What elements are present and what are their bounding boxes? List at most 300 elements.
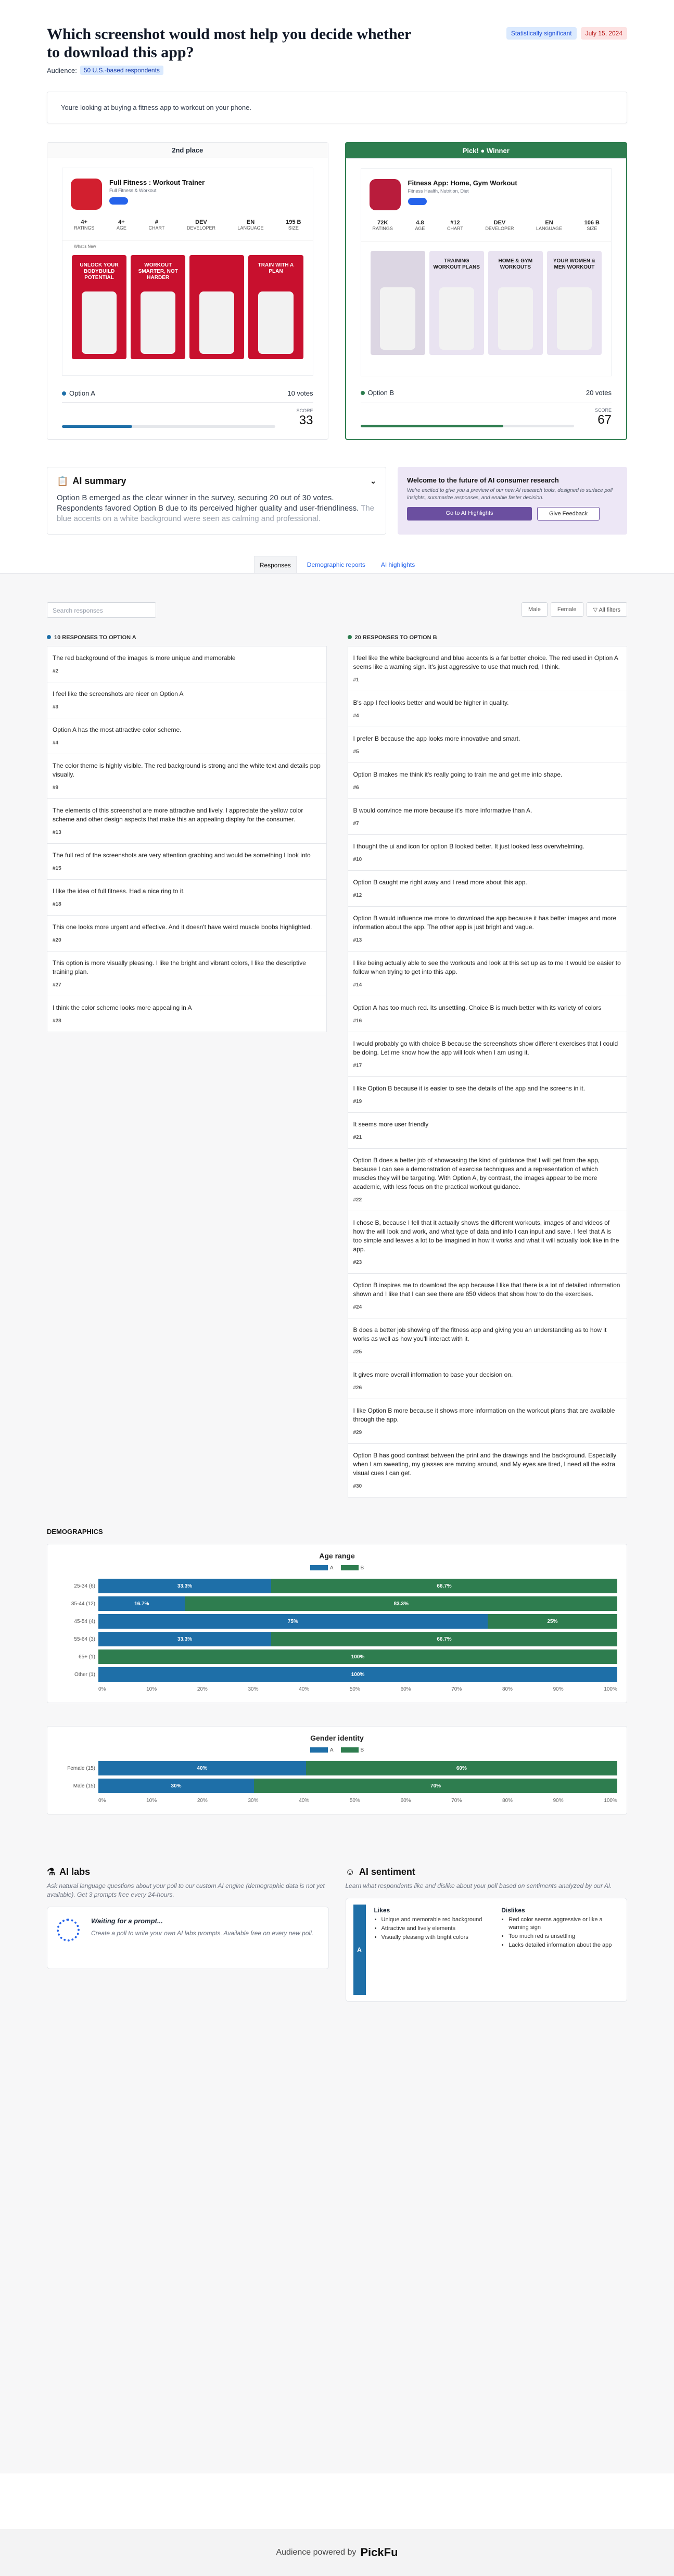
tab-ai-highlights[interactable]: AI highlights: [380, 561, 415, 568]
phone-mockup: [557, 287, 592, 350]
get-button: [109, 197, 128, 205]
sentiment-card: [346, 1898, 628, 2002]
option-dot: [348, 635, 352, 639]
screenshot-thumbnail: [547, 251, 602, 355]
chart-legend: [57, 1565, 617, 1571]
x-axis-ticks: [98, 1686, 617, 1695]
x-axis-ticks: [98, 1798, 617, 1807]
response-text: I like Option B because it is easier to see the details of the app and the screens in it.: [353, 1085, 586, 1092]
page-title: Which screenshot would most help you decide whether to download this app?: [47, 26, 411, 61]
responses-header: 10 RESPONSES TO OPTION A: [47, 635, 327, 641]
all-filters-button[interactable]: [587, 602, 627, 617]
chevron-down-icon[interactable]: ⌄: [370, 477, 376, 485]
score-row: [62, 408, 313, 428]
app-stat-value: EN: [545, 220, 553, 226]
score-bar: [361, 425, 574, 427]
response-card: [47, 799, 327, 844]
bar-segment-a: 33.3%: [98, 1632, 271, 1646]
male-filter[interactable]: Male: [522, 602, 548, 617]
give-feedback-button[interactable]: Give Feedback: [537, 507, 600, 521]
response-text: I thought the ui and icon for option B looked better. It just looked less overwhelming.: [353, 843, 584, 850]
chart-title: Age range: [319, 1552, 355, 1560]
welcome-text: We're excited to give you a preview of our new AI research tools, designed to surface poll insights, summarize responses, and enable faster decision.: [407, 488, 613, 501]
response-text: I like being actually able to see the workouts and look at this set up as to me it would be easier to follow when trying to get into this app.: [353, 959, 621, 975]
app-info: [62, 179, 313, 210]
poll-prompt: Youre looking at buying a fitness app to workout on your phone.: [47, 92, 627, 123]
response-card: [348, 691, 628, 727]
bar-segment-a: 30%: [98, 1779, 254, 1793]
phone-mockup: [258, 291, 293, 354]
app-stat-value: 72K: [377, 220, 388, 226]
response-card: [47, 718, 327, 754]
tick-label: 40%: [299, 1798, 310, 1804]
votes: 10 votes: [287, 389, 313, 397]
response-text: I like the idea of full fitness. Had a nice ring to it.: [53, 887, 185, 895]
clipboard-icon: 📋: [57, 476, 69, 486]
response-text: This option is more visually pleasing. I like the bright and vibrant colors, I like the descriptive training plan.: [53, 959, 306, 975]
bar-row: [57, 1577, 617, 1595]
app-stat: EN LANGUAGE: [536, 220, 563, 231]
ai-sentiment-title: AI sentiment: [359, 1867, 415, 1877]
response-card: [348, 1032, 628, 1077]
response-text: B's app I feel looks better and would be higher in quality.: [353, 699, 509, 706]
respondent-number[interactable]: #4: [53, 740, 59, 746]
tick-label: 90%: [553, 1798, 564, 1804]
app-icon: [370, 179, 401, 210]
bar-label: 35-44 (12): [71, 1601, 95, 1607]
bar-row: [57, 1630, 617, 1648]
tab-responses[interactable]: Responses: [254, 556, 297, 573]
response-text: The color theme is highly visible. The red background is strong and the white text and details pop visually.: [53, 762, 321, 778]
app-stat: 4.8 AGE: [415, 220, 425, 231]
dislikes-title: Dislikes: [501, 1907, 525, 1914]
thumbnail-caption: WORKOUT SMARTER, NOT HARDER: [138, 262, 178, 281]
chart-title: Gender identity: [310, 1734, 364, 1742]
response-card: [348, 1318, 628, 1363]
bar-track: [98, 1667, 617, 1682]
bar-segment-b: 70%: [254, 1779, 617, 1793]
response-card: [348, 835, 628, 871]
ai-summary-fade: The blue accents on a white background were seen as calming and professional.: [57, 504, 375, 523]
app-stat-value: 195 B: [286, 219, 301, 225]
bar-track: [98, 1761, 617, 1775]
search-input[interactable]: Search responses: [47, 602, 156, 618]
audience-label: Audience:: [47, 66, 77, 74]
response-card: [348, 1399, 628, 1444]
bar-segment-b: 25%: [488, 1614, 617, 1629]
respondent-number[interactable]: #6: [353, 785, 359, 791]
app-stat-value: #: [155, 219, 158, 225]
response-text: I prefer B because the app looks more innovative and smart.: [353, 735, 520, 742]
respondent-number[interactable]: #29: [353, 1430, 362, 1436]
app-info: [361, 179, 612, 210]
bar-label: 45-54 (4): [74, 1618, 95, 1625]
option-label-row: [361, 389, 612, 402]
response-text: I feel like the white background and blue accents is a far better choice. The red used in Option A seems like a warning sign. It's just aggressive to use that much red, I think.: [353, 654, 618, 670]
score-row: [361, 408, 612, 427]
respondent-number[interactable]: #3: [53, 704, 59, 710]
responses-header: 20 RESPONSES TO OPTION B: [348, 635, 628, 641]
respondent-number[interactable]: #23: [353, 1260, 362, 1265]
thumbnail-caption: HOME & GYM WORKOUTS: [498, 258, 533, 270]
respondent-number[interactable]: #16: [353, 1018, 362, 1024]
bar-row: [57, 1648, 617, 1666]
response-text: I would probably go with choice B because the screenshots show different exercises that I could be doing. Let me know how the app will look when I am using it.: [353, 1040, 618, 1056]
phone-mockup: [498, 287, 533, 350]
get-button: [408, 198, 427, 205]
app-store-screenshot: [62, 168, 313, 376]
app-stat: 106 B SIZE: [584, 220, 600, 231]
option-dot: [47, 635, 51, 639]
thumbnail-caption: TRAINING WORKOUT PLANS: [433, 258, 480, 270]
welcome-title: Welcome to the future of AI consumer research: [407, 476, 559, 484]
screenshot-thumbnail: [488, 251, 543, 355]
tab-demographic-reports[interactable]: Demographic reports: [307, 561, 365, 568]
screenshot-thumbnail: [189, 255, 244, 359]
likes-item: • Attractive and lively elements: [381, 1925, 491, 1933]
legend-swatch: [310, 1565, 328, 1570]
tick-label: 30%: [248, 1798, 259, 1804]
thumbnail-caption: YOUR WOMEN & MEN WORKOUT: [553, 258, 595, 270]
app-stat-value: DEV: [493, 220, 506, 226]
significance-badge: Statistically significant: [506, 27, 577, 40]
response-text: I feel like the screenshots are nicer on Option A: [53, 690, 184, 697]
tick-label: 70%: [451, 1686, 462, 1692]
footer-text: Audience powered by: [276, 2548, 357, 2557]
response-card: [348, 646, 628, 691]
respondent-number[interactable]: #20: [53, 937, 61, 943]
response-card: [348, 907, 628, 951]
app-store-screenshot: [361, 168, 612, 376]
female-filter[interactable]: Female: [551, 602, 583, 617]
response-card: [47, 754, 327, 799]
bar-segment-b: 100%: [98, 1649, 617, 1664]
app-stat-value: #12: [450, 220, 460, 226]
ai-sentiment: [346, 1867, 628, 2002]
screenshot-thumbnail: [131, 255, 185, 359]
response-text: This one looks more urgent and effective. And it doesn't have weird muscle boobs highlighted.: [53, 923, 312, 931]
score-bar: [62, 425, 275, 428]
tick-label: 20%: [197, 1686, 208, 1692]
respondent-number[interactable]: #28: [53, 1018, 61, 1024]
respondent-number[interactable]: #19: [353, 1099, 362, 1105]
response-card: [348, 951, 628, 996]
response-card: [348, 1274, 628, 1318]
respondent-number[interactable]: #10: [353, 857, 362, 862]
thumbnail-caption: UNLOCK YOUR BODYBUILD POTENTIAL: [80, 262, 119, 281]
screenshot-thumbnails: [62, 252, 313, 359]
app-stat-value: 106 B: [584, 220, 600, 226]
respondent-number[interactable]: #13: [353, 937, 362, 943]
phone-mockup: [141, 291, 175, 354]
response-text: Option A has too much red. Its unsettling. Choice B is much better with its variety of colors: [353, 1004, 602, 1011]
respondent-number[interactable]: #2: [53, 668, 59, 674]
tick-label: 20%: [197, 1798, 208, 1804]
option-dot: [361, 391, 365, 395]
bar-segment-b: 66.7%: [271, 1632, 617, 1646]
bar-label: 65+ (1): [79, 1654, 95, 1660]
tick-label: 10%: [146, 1798, 157, 1804]
score-value: 33: [299, 413, 313, 427]
response-card: [47, 844, 327, 880]
respondent-number[interactable]: #1: [353, 677, 359, 683]
flask-icon: ⚗: [47, 1867, 56, 1877]
respondent-number[interactable]: #30: [353, 1483, 362, 1489]
respondent-number[interactable]: #18: [53, 902, 61, 907]
respondent-number[interactable]: #24: [353, 1304, 362, 1310]
tick-label: 40%: [299, 1686, 310, 1692]
response-card: [348, 1149, 628, 1211]
sentiment-option-letter: A: [353, 1905, 366, 1995]
pickfu-logo[interactable]: PickFu: [360, 2546, 398, 2559]
dislikes-item: • Lacks detailed information about the app: [508, 1941, 618, 1949]
respondent-number[interactable]: #9: [53, 785, 59, 791]
bar-row: [57, 1759, 617, 1777]
tick-label: 70%: [451, 1798, 462, 1804]
bar-row: [57, 1666, 617, 1683]
tick-label: 100%: [604, 1798, 617, 1804]
welcome-panel: [398, 467, 627, 535]
respondent-number[interactable]: #14: [353, 982, 362, 988]
respondent-number[interactable]: #5: [353, 749, 359, 755]
bar-row: [57, 1595, 617, 1613]
bar-label: 25-34 (6): [74, 1583, 95, 1589]
likes-item: • Unique and memorable red background: [381, 1916, 491, 1924]
app-stat: DEV DEVELOPER: [485, 220, 514, 231]
app-subtitle: Full Fitness & Workout: [109, 188, 157, 193]
demographics: [47, 1528, 627, 1814]
option-a-responses: [47, 635, 327, 1032]
smile-icon: ☺: [345, 1867, 355, 1877]
footer: [0, 2529, 674, 2576]
chart-area: [57, 1577, 617, 1683]
app-stat: 72K RATINGS: [372, 220, 393, 231]
tick-label: 0%: [98, 1798, 106, 1804]
go-to-ai-highlights-button[interactable]: Go to AI Highlights: [407, 507, 532, 521]
tick-label: 50%: [349, 1686, 360, 1692]
waiting-text: Create a poll to write your own AI labs prompts. Available free on every new poll.: [91, 1930, 314, 1937]
bar-track: [98, 1779, 617, 1793]
response-text: Option B caught me right away and I read more about this app.: [353, 879, 527, 886]
bar-segment-a: 33.3%: [98, 1579, 271, 1593]
option-b-responses: [348, 635, 628, 1498]
respondent-number[interactable]: #17: [353, 1063, 362, 1069]
respondent-number[interactable]: #21: [353, 1135, 362, 1140]
phone-mockup: [380, 287, 415, 350]
chart-legend: [57, 1747, 617, 1753]
app-stat: DEV DEVELOPER: [186, 219, 215, 231]
response-text: Option B does a better job of showcasing the kind of guidance that I will get from the app, because I can see a demonstration of exercise techniques and a representation of which muscles they will be targeting. With Option A, by contrast, the images appear to be more academic, with less focus on the practical workout guidance.: [353, 1157, 600, 1190]
app-stat-value: 4+: [118, 219, 125, 225]
bar-label: Male (15): [73, 1783, 95, 1789]
respondent-number[interactable]: #26: [353, 1385, 362, 1391]
dislikes-item: • Red color seems aggressive or like a warning sign: [508, 1916, 618, 1932]
bar-track: [98, 1579, 617, 1593]
tick-label: 60%: [400, 1798, 411, 1804]
whats-new: [361, 242, 612, 248]
option-footer: [62, 389, 313, 428]
audience: [47, 66, 411, 75]
score-value: 67: [597, 413, 612, 427]
response-card: [348, 1444, 628, 1498]
score-bar-fill: [361, 425, 504, 427]
ai-summary-text: Option B emerged as the clear winner in the survey, securing 20 out of 30 votes. Respondents favored Option B due to its perceived higher quality and user-friendliness.: [57, 493, 359, 513]
app-stat: #12 CHART: [447, 220, 463, 231]
header: [47, 0, 627, 75]
bar-segment-b: 60%: [306, 1761, 617, 1775]
tick-label: 30%: [248, 1686, 259, 1692]
ai-summary: [47, 467, 386, 535]
ai-labs: [47, 1867, 329, 2002]
response-card: [47, 916, 327, 951]
response-text: It seems more user friendly: [353, 1121, 429, 1128]
response-card: [47, 880, 327, 916]
response-card: [348, 1211, 628, 1274]
app-titles: [109, 179, 205, 210]
respondent-number[interactable]: #12: [353, 893, 362, 898]
response-text: The full red of the screenshots are very attention grabbing and would be something I look into: [53, 852, 311, 859]
tick-label: 50%: [349, 1798, 360, 1804]
option-footer: [361, 389, 612, 427]
respondent-number[interactable]: #22: [353, 1197, 362, 1203]
tick-label: 80%: [502, 1798, 513, 1804]
app-stat-value: 4.8: [416, 220, 424, 226]
tick-label: 10%: [146, 1686, 157, 1692]
response-text: I think the color scheme looks more appealing in A: [53, 1004, 192, 1011]
phone-mockup: [82, 291, 117, 354]
phone-mockup: [439, 287, 474, 350]
tick-label: 100%: [604, 1686, 617, 1692]
response-card: [348, 1113, 628, 1149]
response-text: I chose B, because I fell that it actually shows the different workouts, images of and videos of how the will look and work, and what type of data and info I can input and save. I feel that A is too simple and leaves a lot to be imagined in how it works and what it will actually look like in the app.: [353, 1219, 619, 1253]
response-text: Option A has the most attractive color scheme.: [53, 726, 182, 733]
demographics-heading: DEMOGRAPHICS: [47, 1528, 103, 1536]
score: SCORE 33: [296, 408, 313, 427]
option-label: Option B: [361, 389, 395, 397]
legend-swatch: [310, 1747, 328, 1753]
legend-item: A: [310, 1565, 334, 1571]
app-stat-value: 4+: [81, 219, 87, 225]
response-text: Option B inspires me to download the app because I like that there is a lot of detailed information shown and I like that I can see there are 850 videos that show how to do the exercises.: [353, 1281, 620, 1298]
response-text: I like Option B more because it shows more information on the workout plans that are available through the app.: [353, 1407, 615, 1423]
response-text: The elements of this screenshot are more attractive and lively. I appreciate the yellow color scheme and other design aspects that make this an appealing display for the consumer.: [53, 807, 303, 823]
bar-track: [98, 1649, 617, 1664]
respondent-number[interactable]: #25: [353, 1349, 362, 1355]
age-range-chart: [47, 1544, 627, 1703]
bar-track: [98, 1614, 617, 1629]
response-card: [348, 799, 628, 835]
response-card: [47, 682, 327, 718]
respondent-number[interactable]: #27: [53, 982, 61, 988]
phone-mockup: [199, 291, 234, 354]
date-badge: July 15, 2024: [581, 27, 627, 40]
bar-track: [98, 1596, 617, 1611]
spinner-icon: [57, 1919, 80, 1941]
response-card: [348, 1363, 628, 1399]
legend-item: B: [341, 1565, 364, 1571]
bar-segment-b: 66.7%: [271, 1579, 617, 1593]
dislikes-item: • Too much red is unsettling: [508, 1933, 618, 1940]
filters: [47, 602, 627, 618]
option-label: Option A: [62, 389, 95, 397]
option-dot: [62, 391, 66, 396]
option-header: 2nd place: [47, 143, 328, 158]
filter-icon: ▽: [593, 607, 599, 613]
app-stat: 4+ RATINGS: [74, 219, 95, 231]
all-filters-label: All filters: [599, 607, 620, 613]
screenshot-thumbnail: [72, 255, 126, 359]
bar-segment-a: 75%: [98, 1614, 488, 1629]
app-name: Fitness App: Home, Gym Workout: [408, 179, 517, 187]
bar-segment-b: 83.3%: [185, 1596, 617, 1611]
legend-item: A: [310, 1747, 334, 1753]
ai-labs-title: AI labs: [59, 1867, 91, 1877]
respondent-number[interactable]: #13: [53, 830, 61, 835]
response-text: Option B would influence me more to download the app because it has better images and more information about the app. The other app is just bright and vague.: [353, 915, 617, 931]
response-card: [47, 951, 327, 996]
response-card: [348, 1077, 628, 1113]
response-text: Option B makes me think it's really going to train me and get me into shape.: [353, 771, 563, 778]
app-name: Full Fitness : Workout Trainer: [109, 179, 205, 186]
screenshot-thumbnail: [371, 251, 425, 355]
app-stat: 4+ AGE: [116, 219, 126, 231]
respondent-number[interactable]: #7: [353, 821, 359, 827]
screenshot-thumbnail: [248, 255, 303, 359]
respondent-number[interactable]: #15: [53, 866, 61, 871]
likes-item: • Visually pleasing with bright colors: [381, 1934, 491, 1941]
tick-label: 0%: [98, 1686, 106, 1692]
app-titles: [408, 179, 517, 210]
waiting-card: [47, 1907, 329, 1969]
ai-summary-title: AI summary: [72, 476, 126, 486]
likes-title: Likes: [374, 1907, 390, 1914]
option-label-row: [62, 389, 313, 403]
response-text: It gives more overall information to base your decision on.: [353, 1371, 513, 1378]
option-card-a[interactable]: [47, 142, 328, 440]
audience-chip[interactable]: 50 U.S.-based respondents: [80, 66, 163, 75]
bar-label: Other (1): [74, 1671, 95, 1678]
option-card-b[interactable]: [345, 142, 628, 440]
whats-new: What's New: [74, 244, 96, 249]
option-header: Pick! ● Winner: [346, 143, 627, 159]
response-card: [47, 646, 327, 682]
app-stat: EN LANGUAGE: [237, 219, 264, 231]
votes: 20 votes: [586, 389, 612, 397]
bar-track: [98, 1632, 617, 1646]
bar-segment-a: 16.7%: [98, 1596, 185, 1611]
response-card: [348, 727, 628, 763]
response-card: [348, 871, 628, 907]
score-bar-fill: [62, 425, 132, 428]
screenshot-thumbnail: [429, 251, 484, 355]
legend-swatch: [341, 1747, 359, 1753]
response-text: The red background of the images is more unique and memorable: [53, 654, 236, 662]
thumbnail-caption: TRAIN WITH A PLAN: [258, 262, 294, 274]
bar-segment-a: 40%: [98, 1761, 306, 1775]
respondent-number[interactable]: #4: [353, 713, 359, 719]
app-subtitle: Fitness Health, Nutrition, Diet: [408, 188, 469, 194]
response-card: [348, 763, 628, 799]
tick-label: 60%: [400, 1686, 411, 1692]
app-stats: [62, 210, 313, 241]
bar-label: Female (15): [67, 1765, 95, 1771]
legend-swatch: [341, 1565, 359, 1570]
legend-item: B: [341, 1747, 364, 1753]
app-stat-value: DEV: [195, 219, 207, 225]
app-stat: 195 B SIZE: [286, 219, 301, 231]
tick-label: 80%: [502, 1686, 513, 1692]
ai-sentiment-subtitle: Learn what respondents like and dislike about your poll based on sentiments analyzed by our AI.: [345, 1882, 612, 1889]
